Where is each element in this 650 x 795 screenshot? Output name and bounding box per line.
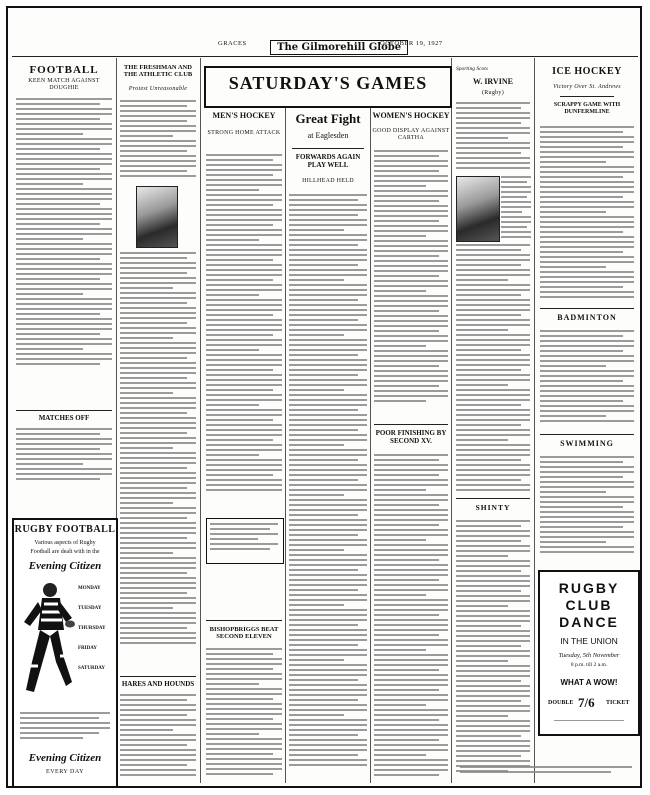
ad-day: THURSDAY [78, 626, 106, 631]
dance-ad-line: RUGBY [558, 580, 620, 596]
rule [540, 434, 634, 435]
inset-text [210, 523, 278, 559]
column-rule [285, 108, 286, 783]
great-fight-subheading: at Eaglesden [307, 131, 349, 140]
column-rule [370, 108, 371, 783]
freshman-article-text [120, 100, 196, 180]
main-banner-title: SATURDAY'S GAMES [228, 73, 428, 93]
sporting-scot-name: W. IRVINE [473, 77, 513, 86]
rule [16, 410, 112, 411]
matches-off-text [16, 428, 112, 488]
ad-small-text [20, 712, 110, 748]
mens-hockey-subheading: STRONG HOME ATTACK [207, 130, 281, 136]
mens-hockey-heading: MEN'S HOCKEY [212, 111, 276, 120]
ad-day: FRIDAY [78, 646, 97, 651]
badminton-heading: BADMINTON [557, 313, 617, 322]
sporting-scot-text [456, 102, 530, 174]
dance-ad-double: DOUBLE [548, 700, 574, 706]
ice-hockey-subheading: Victory Over St. Andrews [553, 84, 621, 90]
newspaper-page [6, 6, 642, 788]
ad-title: RUGBY FOOTBALL [14, 524, 116, 535]
dance-ad-small-line [554, 720, 624, 721]
portrait-photo [136, 186, 178, 248]
rule [540, 308, 634, 309]
mens-hockey-text [206, 154, 282, 514]
ad-day: TUESDAY [78, 606, 102, 611]
ad-line: Various aspects of Rugby [34, 540, 96, 546]
dance-ad-line: DANCE [559, 614, 619, 630]
sporting-scot-role: (Rugby) [481, 90, 505, 96]
rule [560, 96, 614, 97]
sporting-scot-text-cont [456, 244, 530, 494]
ad-paper-name: Evening Citizen [28, 560, 102, 572]
column-rule [200, 58, 201, 783]
freshman-heading: THE FRESHMAN AND THE ATHLETIC CLUB [123, 64, 193, 79]
dance-ad-ticket: TICKET [606, 700, 630, 706]
rugby-player-illustration [20, 578, 76, 708]
rule [120, 676, 196, 677]
bishopbriggs-heading: BISHOPBRIGGS BEAT SECOND ELEVEN [209, 626, 279, 641]
badminton-text [540, 330, 634, 426]
forwards-subheading: HILLHEAD HELD [302, 178, 354, 184]
ad-paper-name-bottom: Evening Citizen [28, 752, 102, 764]
rugby-club-dance-ad [538, 570, 640, 736]
rule [206, 620, 282, 621]
swimming-text [540, 456, 634, 560]
scrappy-game-heading: SCRAPPY GAME WITH DUNFERMLINE [553, 102, 621, 115]
forwards-heading: FORWARDS AGAIN PLAY WELL [295, 153, 361, 169]
shinty-text [456, 520, 530, 782]
masthead-title: The Gilmorehill Globe [270, 40, 408, 55]
irvine-photo [456, 176, 500, 242]
dance-ad-slogan: WHAT A WOW! [560, 678, 618, 687]
hares-hounds-heading: HARES AND HOUNDS [121, 680, 195, 688]
sporting-scots-kicker: Sporting Scots [456, 66, 488, 72]
hares-hounds-text [120, 694, 196, 782]
ad-every-day: EVERY DAY [46, 769, 84, 775]
poor-finishing-heading: POOR FINISHING BY SECOND XV. [375, 429, 447, 445]
poor-finishing-text [374, 454, 448, 784]
shinty-heading: SHINTY [475, 503, 511, 512]
ad-day: SATURDAY [78, 666, 105, 671]
column-rule [534, 58, 535, 783]
freshman-article-text-cont [120, 252, 196, 672]
womens-hockey-text [374, 150, 448, 410]
printer-imprint [460, 766, 632, 780]
ad-line: Football are dealt with in the [30, 549, 100, 555]
rule [292, 148, 364, 149]
matches-off-heading: MATCHES OFF [38, 414, 90, 422]
ad-day-list [78, 586, 112, 672]
football-article-text [16, 98, 112, 368]
dance-ad-date: Tuesday, 5th November [558, 652, 620, 659]
ice-hockey-heading: ICE HOCKEY [552, 66, 622, 77]
rugby-football-ad [12, 518, 118, 788]
forwards-article-text [289, 194, 367, 784]
ice-hockey-text [540, 126, 634, 304]
ad-day: MONDAY [78, 586, 101, 591]
rule [456, 498, 530, 499]
football-heading: FOOTBALL [29, 64, 99, 76]
womens-hockey-subheading: GOOD DISPLAY AGAINST CARTHA [372, 128, 450, 142]
sporting-scot-side-text [501, 176, 531, 240]
dance-ad-time: 8 p.m. till 2 a.m. [570, 662, 608, 668]
dance-ad-price: 7/6 [578, 695, 595, 710]
swimming-heading: SWIMMING [560, 439, 614, 448]
womens-hockey-heading: WOMEN'S HOCKEY [372, 111, 450, 120]
bishopbriggs-text [206, 648, 282, 783]
dance-ad-venue: IN THE UNION [560, 636, 618, 646]
column-rule [451, 58, 452, 783]
freshman-subheading: Protest Unreasonable [128, 86, 188, 92]
football-subheading: KEEN MATCH AGAINST DOUGHIE [28, 78, 100, 92]
masthead-rule [12, 56, 638, 57]
masthead-right: OCTOBER 19, 1927 [380, 40, 443, 47]
masthead-left: GRACES [218, 40, 247, 47]
rule [374, 424, 448, 425]
dance-ad-line: CLUB [565, 597, 613, 613]
great-fight-heading: Great Fight [295, 111, 361, 126]
